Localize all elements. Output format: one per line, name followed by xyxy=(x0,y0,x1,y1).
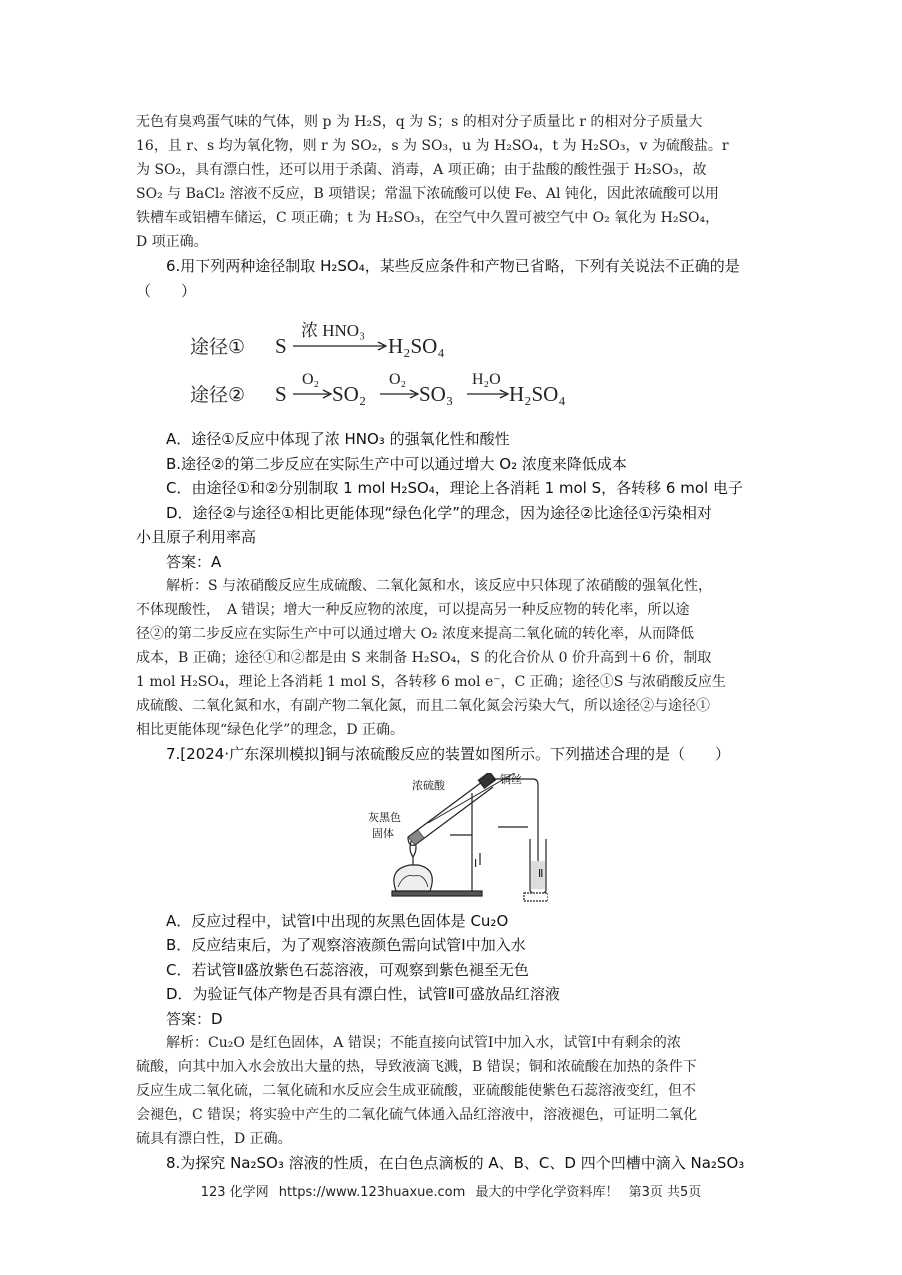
option-d: D．途径②与途径①相比更能体现“绿色化学”的理念，因为途径②比途径①污染相对 xyxy=(166,503,712,522)
route-2-arrow-2-text: O₂ xyxy=(389,371,407,388)
route-2-arrow-3-text: H₂O xyxy=(472,371,501,388)
stand-base xyxy=(392,891,482,896)
question-8-stem: 8.为探究 Na₂SO₃ 溶液的性质，在白色点滴板的 A、B、C、D 四个凹槽中滴入 Na₂SO₃ xyxy=(166,1154,745,1172)
route-2-start: S xyxy=(275,382,287,406)
analysis-line: 无色有臭鸡蛋气味的气体，则 p 为 H₂S，q 为 S；s 的相对分子质量比 r 的相对分子质量大 xyxy=(136,114,703,130)
option-a: A．途径①反应中体现了浓 HNO₃ 的强氧化性和酸性 xyxy=(166,430,510,448)
page-footer xyxy=(0,1181,902,1200)
question-6-stem: 6.用下列两种途径制取 H₂SO₄，某些反应条件和产物已省略，下列有关说法不正确的是 xyxy=(166,257,740,275)
previous-analysis xyxy=(136,110,786,254)
label-solid-2: 固体 xyxy=(372,826,394,840)
route-1-product: H₂SO₄ xyxy=(388,334,445,358)
footer-page-number: 第3页 共5页 xyxy=(628,1185,702,1200)
option-b: B．反应结束后，为了观察溶液颜色需向试管Ⅰ中加入水 xyxy=(166,936,526,954)
label-tube-2: Ⅱ xyxy=(538,866,544,880)
route-2-arrow-1-text: O₂ xyxy=(302,371,320,388)
analysis-line: 径②的第二步反应在实际生产中可以通过增大 O₂ 浓度来提高二氧化硫的转化率，从而降低 xyxy=(136,626,694,642)
option-d-continued: 小且原子利用率高 xyxy=(136,528,257,546)
analysis-line: D 项正确。 xyxy=(136,234,208,250)
analysis-line: 成本，B 正确；途径①和②都是由 S 来制备 H₂SO₄，S 的化合价从 0 价升高到＋6 价，制取 xyxy=(136,650,712,666)
question-8 xyxy=(136,1151,786,1176)
footer-site: 123 化学网 xyxy=(200,1185,269,1200)
page-content xyxy=(136,110,786,1176)
answer: 答案：A xyxy=(166,552,222,571)
route-1-label: 途径① xyxy=(190,336,246,358)
footer-slogan: 最大的中学化学资料库！ xyxy=(475,1185,619,1200)
analysis-line: SO₂ 与 BaCl₂ 溶液不反应，B 项错误；常温下浓硫酸可以使 Fe、Al 钝化，因此浓硫酸可以用 xyxy=(136,186,719,202)
route-1-start: S xyxy=(275,334,287,358)
answer: 答案：D xyxy=(166,1009,223,1028)
label-tube-1: Ⅰ xyxy=(474,856,478,870)
reaction-routes xyxy=(190,321,610,413)
question-6-stem-bracket: （ ） xyxy=(136,281,197,300)
question-6 xyxy=(136,254,786,742)
analysis-line: 反应生成二氧化硫，二氧化硫和水反应会生成亚硫酸，亚硫酸能使紫色石蕊溶液变红，但不 xyxy=(136,1083,696,1099)
analysis-line: 相比更能体现“绿色化学”的理念，D 正确。 xyxy=(136,722,404,738)
label-wire: 铜丝 xyxy=(500,772,522,786)
analysis-line: 解析：S 与浓硝酸反应生成硫酸、二氧化氮和水，该反应中只体现了浓硝酸的强氧化性， xyxy=(166,578,713,594)
question-7-stem: 7.[2024·广东深圳模拟]铜与浓硫酸反应的装置如图所示。下列描述合理的是（ ） xyxy=(166,745,730,763)
analysis-line: 解析：Cu₂O 是红色固体，A 错误；不能直接向试管Ⅰ中加入水，试管Ⅰ中有剩余的浓 xyxy=(166,1035,681,1051)
route-2-mid-2: SO₃ xyxy=(419,382,454,406)
footer-url[interactable]: https://www.123huaxue.com xyxy=(278,1185,466,1200)
option-c: C．由途径①和②分别制取 1 mol H₂SO₄，理论上各消耗 1 mol S，各转移 6 mol 电子 xyxy=(166,479,743,497)
analysis-line: 硫具有漂白性，D 正确。 xyxy=(136,1131,292,1147)
question-7 xyxy=(136,742,786,1151)
analysis-line: 不体现酸性， A 错误；增大一种反应物的浓度，可以提高另一种反应物的转化率，所以途 xyxy=(136,602,690,618)
apparatus-figure xyxy=(368,773,548,903)
route-2-product: H₂SO₄ xyxy=(509,382,566,406)
route-1-arrow-text: 浓 HNO₃ xyxy=(301,321,366,340)
label-acid: 浓硫酸 xyxy=(412,778,445,792)
option-d: D．为验证气体产物是否具有漂白性，试管Ⅱ可盛放品红溶液 xyxy=(166,985,560,1003)
analysis-line: 为 SO₂，具有漂白性，还可以用于杀菌、消毒，A 项正确；由于盐酸的酸性强于 H₂SO₃，故 xyxy=(136,162,707,178)
option-b: B.途径②的第二步反应在实际生产中可以通过增大 O₂ 浓度来降低成本 xyxy=(166,454,627,473)
analysis-line: 1 mol H₂SO₄，理论上各消耗 1 mol S，各转移 6 mol e⁻，C 正确；途径①S 与浓硝酸反应生 xyxy=(136,674,726,690)
tube-2-stand xyxy=(524,893,548,901)
analysis-line: 铁槽车或铝槽车储运，C 项正确；t 为 H₂SO₃，在空气中久置可被空气中 O₂ 氧化为 H₂SO₄， xyxy=(136,210,720,226)
route-2-mid-1: SO₂ xyxy=(332,382,367,406)
label-solid-1: 灰黑色 xyxy=(368,810,401,824)
alcohol-lamp xyxy=(394,865,432,891)
analysis-line: 硫酸，向其中加入水会放出大量的热，导致液滴飞溅，B 错误；铜和浓硫酸在加热的条件下 xyxy=(136,1059,697,1075)
option-a: A．反应过程中，试管Ⅰ中出现的灰黑色固体是 Cu₂O xyxy=(166,911,509,930)
analysis-line: 16，且 r、s 均为氧化物，则 r 为 SO₂，s 为 SO₃，u 为 H₂SO₄，t 为 H₂SO₃，v 为硫酸盐。r xyxy=(136,138,729,154)
analysis-line: 会褪色，C 错误；将实验中产生的二氧化硫气体通入品红溶液中，溶液褪色，可证明二氧化 xyxy=(136,1107,698,1123)
route-2-label: 途径② xyxy=(190,384,246,406)
option-c: C．若试管Ⅱ盛放紫色石蕊溶液，可观察到紫色褪至无色 xyxy=(166,960,529,979)
analysis-line: 成硫酸、二氧化氮和水，有副产物二氧化氮，而且二氧化氮会污染大气，所以途径②与途径① xyxy=(136,698,710,714)
